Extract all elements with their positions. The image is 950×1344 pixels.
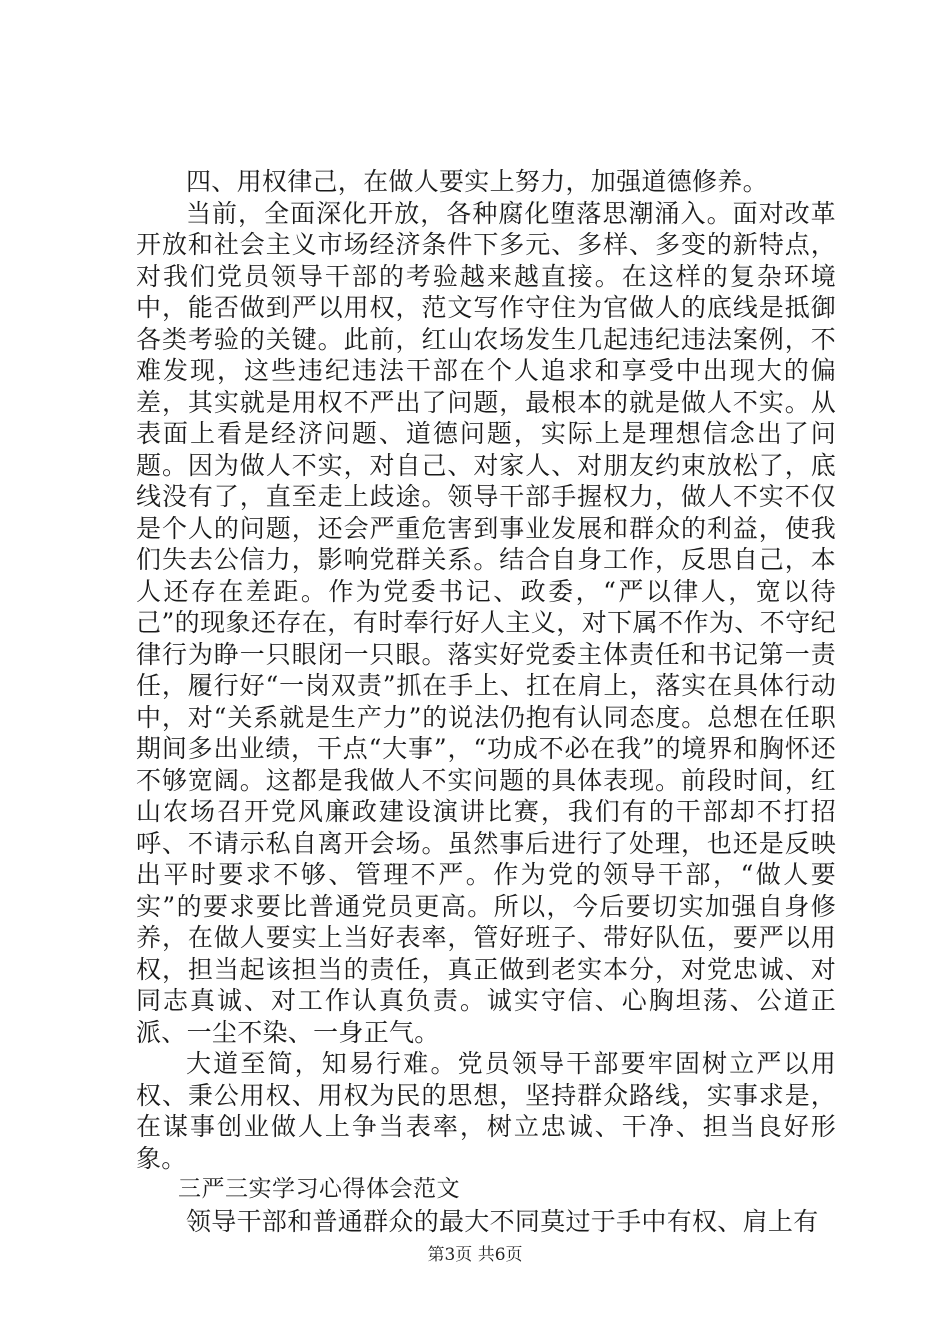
document-body: [136, 166, 836, 1237]
body-paragraph: 当前，全面深化开放，各种腐化堕落思潮涌入。面对改革开放和社会主义市场经济条件下多元、多样、多变的新特点，对我们党员领导干部的考验越来越直接。在这样的复杂环境中，能否做到严以用权，范文写作守住为官做人的底线是抵御各类考验的关键。此前，红山农场发生几起违纪违法案例，不难发现，这些违纪违法干部在个人追求和享受中出现大的偏差，其实就是用权不严出了问题，最根本的就是做人不实。从表面上看是经济问题、道德问题，实际上是理想信念出了问题。因为做人不实，对自己、对家人、对朋友约束放松了，底线没有了，直至走上歧途。领导干部手握权力，做人不实不仅是个人的问题，还会严重危害到事业发展和群众的利益，使我们失去公信力，影响党群关系。结合自身工作，反思自己，本人还存在差距。作为党委书记、政委，“严以律人，宽以待己”的现象还存在，有时奉行好人主义，对下属不作为、不守纪律行为睁一只眼闭一只眼。落实好党委主体责任和书记第一责任，履行好“一岗双责”抓在手上、扛在肩上，落实在具体行动中，对“关系就是生产力”的说法仍抱有认同态度。总想在任职期间多出业绩，干点“大事”，“功成不必在我”的境界和胸怀还不够宽阔。这都是我做人不实问题的具体表现。前段时间，红山农场召开党风廉政建设演讲比赛，我们有的干部却不打招呼、不请示私自离开会场。虽然事后进行了处理，也还是反映出平时要求不够、管理不严。作为党的领导干部，“做人要实”的要求要比普通党员更高。所以，今后要切实加强自身修养，在做人要实上当好表率，管好班子、带好队伍，要严以用权，担当起该担当的责任，真正做到老实本分，对党忠诚、对同志真诚、对工作认真负责。诚实守信、心胸坦荡、公道正派、一尘不染、一身正气。: [136, 198, 836, 1047]
page-footer: 第3页 共6页: [427, 1245, 523, 1265]
body-paragraph: 大道至简，知易行难。党员领导干部要牢固树立严以用权、秉公用权、用权为民的思想，坚持群众路线，实事求是，在谋事创业做人上争当表率，树立忠诚、干净、担当良好形象。: [136, 1049, 836, 1173]
body-paragraph: 领导干部和普通群众的最大不同莫过于手中有权、肩上有: [186, 1206, 819, 1236]
article-title: 三严三实学习心得体会范文: [178, 1176, 460, 1202]
section-heading: 四、用权律己，在做人要实上努力，加强道德修养。: [186, 167, 768, 196]
